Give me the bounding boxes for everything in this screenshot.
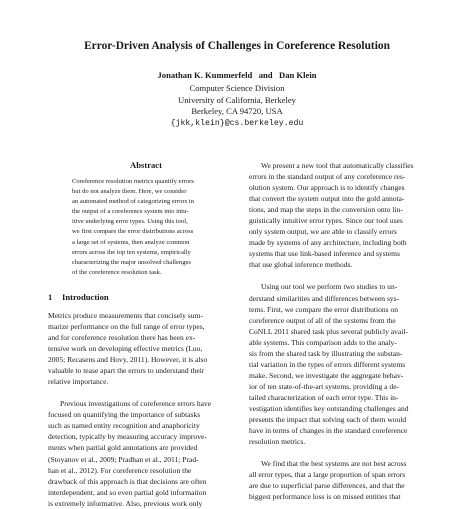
author-email: {jkk,klein}@cs.berkeley.edu — [170, 118, 304, 128]
text-line: made by systems of any architecture, including both — [249, 238, 407, 248]
abstract-line: a large set of systems, then analyze common — [72, 238, 190, 246]
text-line: 2005; Recasens and Hovy, 2011). However, it is also — [48, 355, 208, 365]
section-title: Introduction — [62, 291, 109, 302]
text-line: drawback of this approach is that decisions are often — [48, 476, 207, 486]
text-line: Previous investigations of coreference errors have — [60, 399, 212, 409]
abstract-line: an automated method of categorizing errors in — [72, 198, 194, 206]
text-line: derstand similarities and differences between sys- — [249, 293, 400, 303]
affiliation-line: Berkeley, CA 94720, USA — [191, 106, 283, 116]
text-line: Metrics produce measurements that concisely sum- — [48, 310, 203, 320]
abstract-line: itive underlying error types. Using this tool, — [72, 218, 188, 226]
abstract-line: we first compare the error distributions across — [72, 228, 194, 236]
text-line: and for coreference resolution there has been ex- — [48, 333, 196, 343]
abstract-line: of the coreference resolution task. — [72, 268, 162, 276]
text-line: able systems. This comparison adds to the analy- — [249, 337, 397, 347]
text-line: only system output, we are able to classify errors — [249, 227, 397, 237]
text-line: all error types, that a large proportion of span errors — [249, 470, 406, 480]
abstract-heading: Abstract — [130, 160, 162, 170]
text-line: biggest performance loss is on missed entities that — [249, 492, 401, 502]
text-line: ments when partial gold annotations are provided — [48, 443, 198, 453]
abstract-line: errors across the top ten systems, empirically — [72, 248, 191, 256]
text-line: focused on quantifying the importance of subtasks — [48, 410, 201, 420]
text-line: tailed characterization of each error type. This in- — [249, 392, 399, 402]
abstract-line: characterizing the major unsolved challenges — [72, 258, 192, 266]
author-names: Jonathan K. Kummerfeld and Dan Klein — [157, 70, 317, 80]
text-line: is extremely informative. Also, previous work only — [48, 498, 203, 508]
text-line: han et al., 2012). For coreference resolution the — [48, 465, 192, 475]
text-line: CoNLL 2011 shared task plus several publicly avail- — [249, 326, 408, 336]
text-line: vestigation identifies key outstanding challenges and — [249, 403, 409, 413]
section-number: 1 — [48, 291, 53, 302]
affiliation-line: University of California, Berkeley — [178, 94, 296, 105]
text-line: detection, typically by measuring accuracy improve- — [48, 432, 207, 442]
section-heading — [48, 292, 244, 310]
text-line: tems. First, we compare the error distributions on — [249, 304, 399, 314]
abstract-body — [48, 177, 244, 278]
paper-title: Error-Driven Analysis of Challenges in Coreference Resolution — [84, 40, 390, 52]
affiliation-line: Computer Science Division — [189, 83, 285, 93]
abstract-line: but do not analyze them. Here, we consider — [72, 188, 187, 196]
text-line: sis from the shared task by illustrating the substan- — [249, 348, 403, 358]
text-line: that convert the system output into the gold annota- — [249, 194, 405, 204]
text-line: valuable to tease apart the errors to understand their — [48, 366, 205, 376]
text-line: tensive work on developing effective metrics (Luo, — [48, 344, 203, 354]
text-line: olution system. Our approach is to identify changes — [249, 183, 405, 193]
abstract-line: Coreference resolution metrics quantify errors — [72, 178, 194, 185]
abstract-line: the output of a coreference system into intu- — [72, 208, 189, 216]
text-line: are due to superficial parse differences, and that the — [249, 481, 405, 491]
right-paragraph-2 — [249, 281, 425, 447]
text-line: that use global inference methods. — [249, 260, 353, 270]
text-line: resolution metrics. — [249, 437, 306, 447]
text-line: ior of ten state-of-the-art systems, providing a de- — [249, 381, 400, 391]
right-paragraph-1 — [249, 160, 425, 270]
text-line: tial variation in the types of errors different systems — [249, 359, 406, 369]
left-column — [48, 160, 244, 509]
text-line: marize performance on the full range of error types, — [48, 321, 205, 331]
author-affiliation — [0, 83, 474, 129]
text-line: have in terms of changes in the standard coreference — [249, 426, 408, 436]
text-line: (Stoyanov et al., 2009; Pradhan et al., 2011; Prad- — [48, 454, 199, 464]
text-line: Using our tool we perform two studies to un- — [261, 282, 398, 292]
right-column — [249, 160, 425, 502]
text-line: We present a new tool that automatically classifies — [261, 161, 414, 170]
text-line: relative importance. — [48, 377, 109, 387]
text-line: guistically intuitive error types. Since our tool uses — [249, 216, 403, 226]
text-line: interdependent, and so even partial gold information — [48, 487, 207, 497]
intro-paragraph-2 — [48, 398, 244, 508]
text-line: tions, and map the steps in the conversion onto lin- — [249, 205, 403, 215]
text-line: coreference output of all of the systems from the — [249, 315, 396, 325]
text-line: such as named entity recognition and anaphoricity — [48, 421, 200, 431]
text-line: We find that the best systems are not best across — [261, 459, 407, 469]
text-line: errors in the standard output of any coreference res- — [249, 172, 406, 182]
intro-paragraph-1 — [48, 310, 244, 387]
text-line: systems that use link-based inference and systems — [249, 249, 400, 259]
text-line: make. Second, we investigate the aggregate behav- — [249, 370, 404, 380]
text-line: presents the impact that solving each of them would — [249, 415, 407, 425]
right-paragraph-3 — [249, 458, 425, 502]
